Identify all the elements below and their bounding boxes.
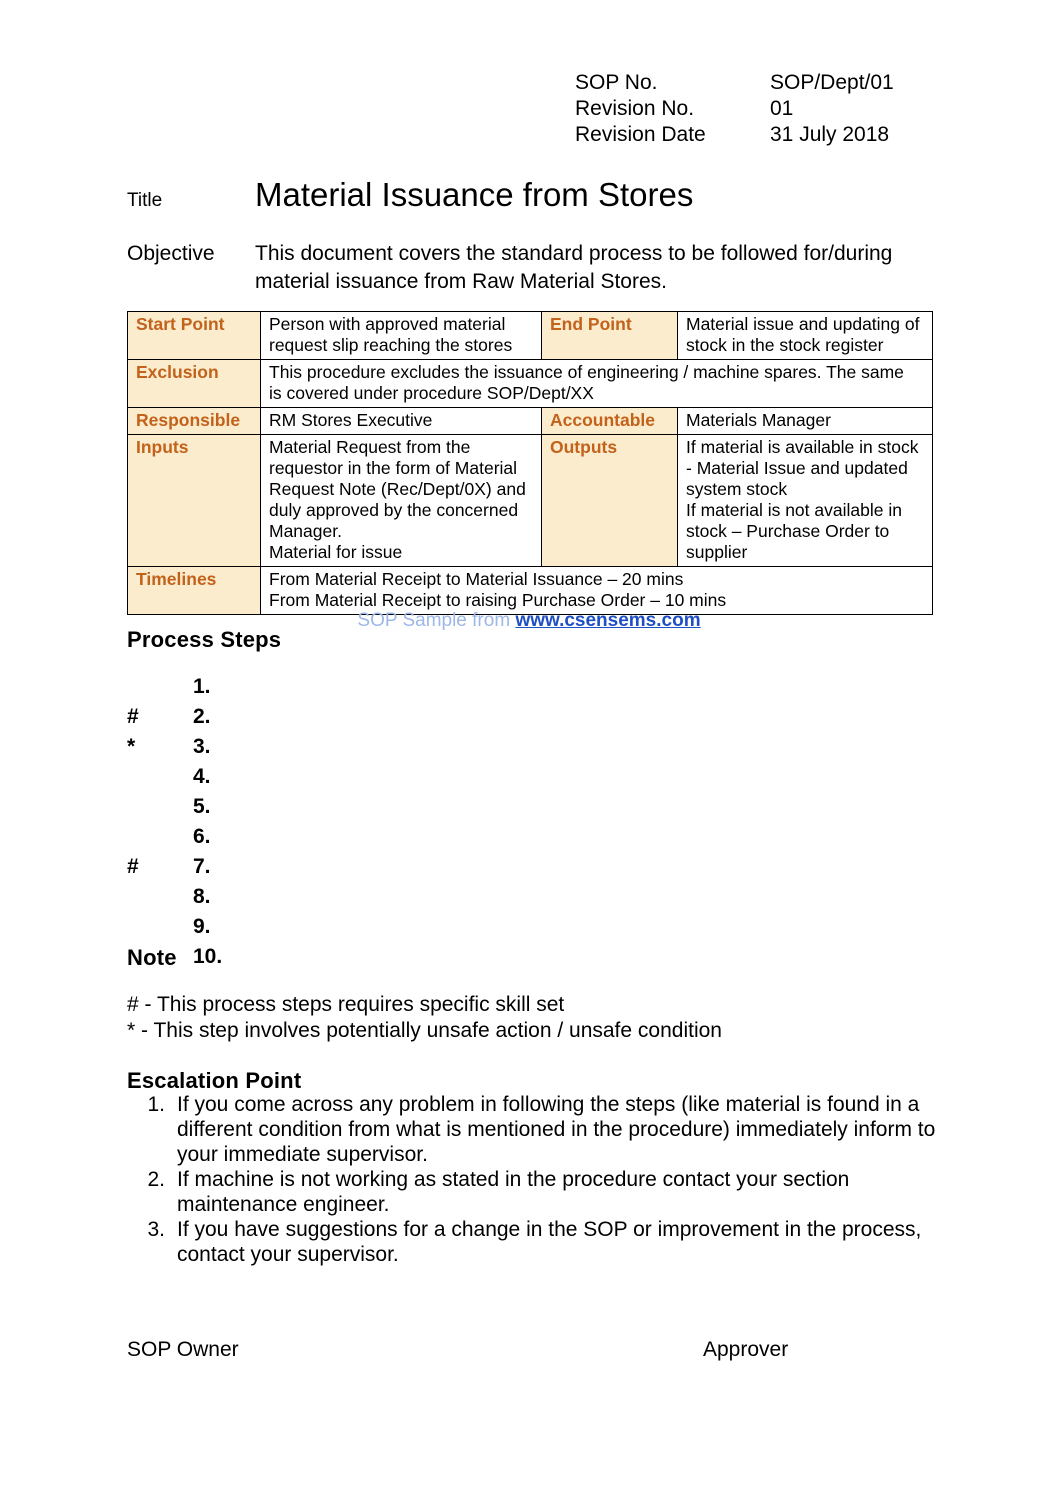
title-label: Title: [127, 190, 163, 211]
heading-escalation-point: Escalation Point: [127, 1068, 302, 1093]
cell-lines-accountable: [686, 410, 926, 431]
step-number: 9.: [193, 915, 211, 938]
step-number: 7.: [193, 855, 211, 878]
process-steps-list: [127, 675, 627, 975]
cell-line: is covered under procedure SOP/Dept/XX: [269, 383, 594, 403]
cell-label-timelines: Timelines: [128, 567, 261, 615]
cell-line: Manager.: [269, 521, 342, 541]
cell-line: This procedure excludes the issuance of engineering / machine spares. The same: [269, 362, 904, 382]
meta-row-revision-no: [575, 96, 894, 122]
process-step-item: [127, 885, 627, 915]
footer-sop-owner: SOP Owner: [127, 1338, 239, 1361]
watermark-prefix: SOP Sample from: [357, 610, 516, 631]
process-step-item: [127, 915, 627, 945]
meta-row-sop-no: [575, 70, 894, 96]
cell-line: If material is not available in: [686, 500, 902, 520]
process-step-item: [127, 855, 627, 885]
step-marker: #: [127, 705, 139, 728]
cell-value-exclusion: [261, 360, 933, 408]
escalation-text: If machine is not working as stated in the procedure contact your section maintenance engineer.: [177, 1168, 850, 1216]
escalation-number: 2.: [147, 1168, 165, 1191]
process-step-item: [127, 705, 627, 735]
page-title: Material Issuance from Stores: [255, 176, 694, 213]
cell-label-responsible: Responsible: [128, 408, 261, 435]
cell-line: duly approved by the concerned: [269, 500, 519, 520]
escalation-list: [127, 1092, 937, 1267]
title-row: [127, 176, 693, 214]
meta-label-revision-no: Revision No.: [575, 97, 695, 120]
step-marker: *: [127, 735, 136, 758]
cell-line: Person with approved material: [269, 314, 506, 334]
document-meta-block: [575, 70, 894, 148]
step-number: 5.: [193, 795, 211, 818]
cell-line: From Material Receipt to Material Issuance – 20 mins: [269, 569, 684, 589]
table-row-start-end-point: [128, 312, 933, 360]
cell-lines-exclusion: [269, 362, 926, 404]
table-row-inputs-outputs: [128, 435, 933, 567]
cell-label-accountable: Accountable: [542, 408, 678, 435]
process-step-item: [127, 735, 627, 765]
step-number: 1.: [193, 675, 211, 698]
cell-lines-timelines: [269, 569, 926, 611]
footer-approver: Approver: [703, 1338, 789, 1361]
sop-summary-table: [127, 311, 933, 615]
objective-row: [127, 240, 935, 296]
cell-value-end-point: [678, 312, 933, 360]
note-body: [127, 992, 927, 1044]
step-number: 6.: [193, 825, 211, 848]
cell-line: Materials Manager: [686, 410, 831, 430]
cell-line: supplier: [686, 542, 748, 562]
escalation-item: [127, 1092, 937, 1167]
process-step-item: [127, 825, 627, 855]
cell-line: requestor in the form of Material: [269, 458, 518, 478]
cell-line: - Material Issue and updated: [686, 458, 908, 478]
meta-label-sop-no: SOP No.: [575, 71, 658, 94]
cell-line: stock – Purchase Order to: [686, 521, 890, 541]
escalation-text: If you come across any problem in following the steps (like material is found in a different condition from what is mentioned in the procedure) immediately inform to your immediate supervisor.: [177, 1093, 936, 1166]
meta-value-revision-no: 01: [770, 97, 794, 120]
objective-label: Objective: [127, 242, 215, 265]
step-number: 10.: [193, 945, 223, 968]
cell-lines-responsible: [269, 410, 535, 431]
table-row-exclusion: [128, 360, 933, 408]
step-number: 2.: [193, 705, 211, 728]
escalation-number: 3.: [147, 1218, 165, 1241]
meta-value-revision-date: 31 July 2018: [770, 123, 890, 146]
cell-line: Request Note (Rec/Dept/0X) and: [269, 479, 526, 499]
cell-value-inputs: [261, 435, 542, 567]
cell-value-start-point: [261, 312, 542, 360]
meta-row-revision-date: [575, 122, 894, 148]
cell-line: If material is available in stock: [686, 437, 919, 457]
heading-process-steps: Process Steps: [127, 627, 282, 652]
cell-label-exclusion: Exclusion: [128, 360, 261, 408]
cell-line: Material issue and updating of: [686, 314, 920, 334]
cell-value-accountable: [678, 408, 933, 435]
process-step-item: [127, 945, 627, 975]
escalation-item: [127, 1167, 937, 1217]
step-number: 4.: [193, 765, 211, 788]
cell-line: Material Request from the: [269, 437, 471, 457]
objective-text: This document covers the standard process to be followed for/during material issuance from Raw Material Stores.: [255, 242, 893, 293]
cell-lines-start-point: [269, 314, 535, 356]
cell-line: request slip reaching the stores: [269, 335, 513, 355]
meta-label-revision-date: Revision Date: [575, 123, 706, 146]
cell-value-responsible: [261, 408, 542, 435]
step-number: 8.: [193, 885, 211, 908]
watermark-link[interactable]: www.csensems.com: [515, 610, 701, 631]
cell-lines-end-point: [686, 314, 926, 356]
cell-lines-inputs: [269, 437, 535, 563]
table-row-timelines: [128, 567, 933, 615]
escalation-item: [127, 1217, 937, 1267]
cell-line: Material for issue: [269, 542, 403, 562]
cell-label-inputs: Inputs: [128, 435, 261, 567]
heading-note: Note: [127, 945, 177, 970]
note-line-hash: # - This process steps requires specific skill set: [127, 993, 565, 1016]
process-step-item: [127, 675, 627, 705]
cell-value-timelines: [261, 567, 933, 615]
cell-line: stock in the stock register: [686, 335, 884, 355]
cell-line: RM Stores Executive: [269, 410, 433, 430]
note-line-asterisk: * - This step involves potentially unsafe action / unsafe condition: [127, 1019, 722, 1042]
meta-value-sop-no: SOP/Dept/01: [770, 71, 894, 94]
step-marker: #: [127, 855, 139, 878]
cell-label-start-point: Start Point: [128, 312, 261, 360]
cell-lines-outputs: [686, 437, 926, 563]
cell-line: system stock: [686, 479, 788, 499]
cell-label-outputs: Outputs: [542, 435, 678, 567]
cell-line: From Material Receipt to raising Purchase Order – 10 mins: [269, 590, 727, 610]
step-number: 3.: [193, 735, 211, 758]
cell-label-end-point: End Point: [542, 312, 678, 360]
process-step-item: [127, 765, 627, 795]
escalation-text: If you have suggestions for a change in the SOP or improvement in the process, contact your supervisor.: [177, 1218, 922, 1266]
escalation-number: 1.: [147, 1093, 165, 1116]
cell-value-outputs: [678, 435, 933, 567]
process-step-item: [127, 795, 627, 825]
table-row-responsible-accountable: [128, 408, 933, 435]
